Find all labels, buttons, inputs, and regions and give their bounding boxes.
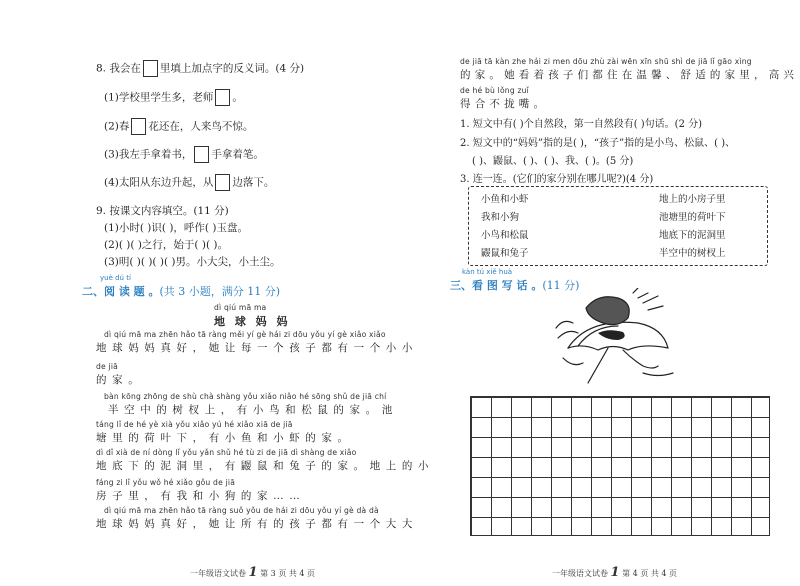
passage-pinyin-line: dì qiú mā ma zhēn hǎo tā ràng suǒ yǒu de hái zi dōu yǒu yí gè dà dà [104,506,379,515]
passage-text-line: 地球妈妈真好，她让所有的孩子都有一个大大 [96,518,418,530]
question-2-cont: ( )、鼹鼠、( )、( )、我、( )。(5 分) [472,156,634,167]
passage-pinyin-line: de hé bù lǒng zuǐ [460,86,529,95]
section3-pinyin: kàn tú xiě huà [462,268,513,276]
match-right-item[interactable]: 地上的小房子里 [659,194,726,205]
answer-box[interactable] [194,146,209,163]
q8-item-4: (4)太阳从东边升起，从 边落下。 [104,174,274,191]
section2-title: 二、阅 读 题 。(共 3 小题，满分 11 分) [82,285,281,298]
match-left-item[interactable]: 我和小狗 [481,212,520,223]
matching-box [468,186,768,266]
passage-pinyin-line: dì qiú mā ma zhēn hǎo tā ràng měi yí gè hái zi dōu yǒu yí gè xiǎo xiǎo [104,330,386,339]
passage-text-line: 的家。 [96,374,145,386]
match-left-item[interactable]: 鼹鼠和兔子 [481,248,529,259]
answer-box[interactable] [215,89,230,106]
match-right-item[interactable]: 半空中的树杈上 [659,248,726,259]
section2-pinyin: yuè dú tí [100,274,131,282]
passage-title-pinyin: dì qiú mā ma [214,303,267,312]
passage-pinyin-line: fáng zi lǐ yǒu wǒ hé xiǎo gǒu de jiā [96,478,236,487]
passage-pinyin-line: de jiā tā kàn zhe hái zi men dōu zhù zài wēn xīn shū shì de jiā lǐ gāo xìng [460,57,752,66]
section3-title: 三、看 图 写 话 。(11 分) [450,279,580,292]
q8-item-3: (3)我左手拿着书， 手拿着笔。 [104,146,264,163]
passage-pinyin-line: táng lǐ de hé yè xià yǒu xiǎo yú hé xiǎo xiā de jiā [96,420,293,429]
passage-text-line: 得合不拢嘴。 [460,98,549,110]
passage-text-line: 地球妈妈真好，她让每一个孩子都有一个小小 [96,342,418,354]
page-footer: 一年级语文试卷 1 第 3 页 共 4 页 [190,565,316,580]
match-right-item[interactable]: 池塘里的荷叶下 [659,212,726,223]
question-3: 3. 连一连。(它们的家分别在哪儿呢?)(4 分) [460,174,654,185]
question-1: 1. 短文中有( )个自然段，第一自然段有( )句话。(2 分) [460,119,703,130]
writing-grid[interactable] [470,396,770,536]
q8-item-2: (2)春 花还在，人来鸟不惊。 [104,118,253,135]
answer-box[interactable] [131,118,146,135]
answer-box[interactable] [215,174,230,191]
passage-pinyin-line: de jiā [96,362,118,371]
passage-text-line: 的家。她看着孩子们都住在温馨、舒适的家里，高兴 [460,69,799,81]
q9-item-2: (2)( )( )之行，始于( )( )。 [104,239,228,251]
passage-pinyin-line: bàn kōng zhōng de shù chà shàng yǒu xiǎo niǎo hé sōng shǔ de jiā chí [104,392,387,401]
question-2: 2. 短文中的“妈妈”指的是( )，“孩子”指的是小鸟、松鼠、( )、 [460,138,736,149]
passage-text-line: 半空中的树杈上，有小鸟和松鼠的家。池 [108,404,398,416]
q8-item-1: (1)学校里学生多，老师 。 [104,89,243,106]
passage-title: 地 球 妈 妈 [214,315,291,328]
passage-text-line: 地底下的泥洞里，有鼹鼠和兔子的家。地上的小 [96,460,435,472]
page-footer: 一年级语文试卷 1 第 4 页 共 4 页 [552,565,678,580]
q9-item-1: (1)小时( )识( )，呼作( )玉盘。 [104,222,248,234]
passage-text-line: 房子里，有我和小狗的家…… [96,490,306,502]
match-left-item[interactable]: 小鸟和松鼠 [481,230,529,241]
passage-text-line: 塘里的荷叶下，有小鱼和小虾的家。 [96,432,354,444]
q9-title: 9. 按课文内容填空。(11 分) [96,205,229,217]
umbrella-sketch-icon [548,288,678,388]
match-right-item[interactable]: 地底下的泥洞里 [659,230,726,241]
q8-title: 8. 我会在 里填上加点字的反义词。(4 分) [96,60,304,77]
match-left-item[interactable]: 小鱼和小虾 [481,194,529,205]
q9-item-3: (3)明( )( )( )( )男。小大尖，小土尘。 [104,256,281,268]
answer-box[interactable] [143,60,158,77]
passage-pinyin-line: dì dǐ xià de ní dòng lǐ yǒu yǎn shǔ hé tù zi de jiā dì shàng de xiǎo [96,448,357,457]
